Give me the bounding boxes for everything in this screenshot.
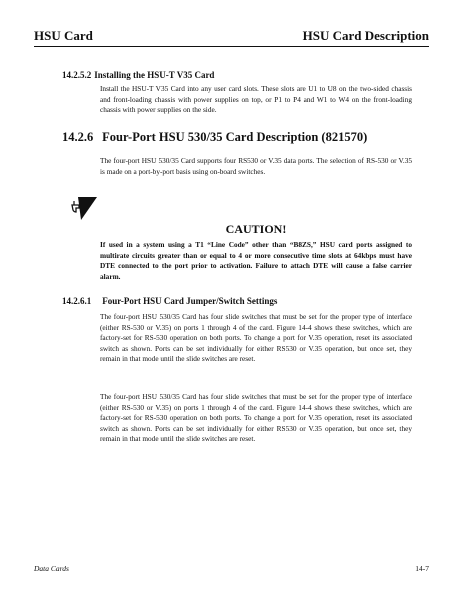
section-number: 14.2.5.2 (62, 70, 92, 80)
caution-hand-icon (70, 195, 98, 221)
section-heading-installing (62, 70, 214, 80)
jumper-settings-paragraph-1: The four-port HSU 530/35 Card has four slide switches that must be set for the proper type of interface (either RS-530 or V.35) on ports 1 through 4 of the card. Figure 14-4 shows these switches, which are factory-set for RS-530 operation on both ports. To change a port for V.35 operation, reset its associated switch as shown. Ports can be set individually for either RS530 or V.35 operation, but once set, they remain in that mode until the slide switches are reset. (100, 312, 412, 363)
section-heading-four-port (62, 130, 367, 145)
header-left-title: HSU Card (34, 28, 93, 43)
section-title: Four-Port HSU Card Jumper/Switch Settings (102, 296, 278, 306)
section-heading-jumper-settings (62, 296, 277, 306)
header-right-title: HSU Card Description (302, 28, 429, 43)
footer-chapter-title: Data Cards (34, 564, 69, 573)
caution-title: CAUTION! (225, 222, 287, 236)
four-port-description-paragraph: The four-port HSU 530/35 Card supports four RS530 or V.35 data ports. The selection of RS-530 or V.35 is made on a port-by-port basis using on-board switches. (100, 156, 412, 176)
installing-paragraph: Install the HSU-T V35 Card into any user card slots. These slots are U1 to U8 on the two-sided chassis and front-loading chassis with power supplies on top, or P1 to P4 and W1 to W4 on the front-loading chassis with power supplies on the side. (100, 84, 412, 114)
section-title: Four-Port HSU 530/35 Card Description (821570) (102, 130, 368, 144)
section-number: 14.2.6.1 (62, 296, 92, 306)
section-title: Installing the HSU-T V35 Card (94, 70, 215, 80)
caution-text: If used in a system using a T1 “Line Code” other than “B8ZS,” HSU card ports assigned to multirate circuits greater than or equal to 4 or more consecutive time slots at 64kbps must have DTE connected to the port prior to activation. Failure to attach DTE will cause a false carrier alarm. (100, 240, 412, 281)
section-number: 14.2.6 (62, 130, 94, 144)
page-header (34, 28, 429, 47)
page-number: 14-7 (415, 564, 429, 573)
jumper-settings-paragraph-2: The four-port HSU 530/35 Card has four slide switches that must be set for the proper type of interface (either RS-530 or V.35) on ports 1 through 4 of the card. Figure 14-4 shows these switches, which are factory-set for RS-530 operation on both ports. To change a port for V.35 operation, reset its associated switch as shown. Ports can be set individually for either RS530 or V.35 operation, but once set, they remain in that mode until the slide switches are reset. (100, 392, 412, 443)
